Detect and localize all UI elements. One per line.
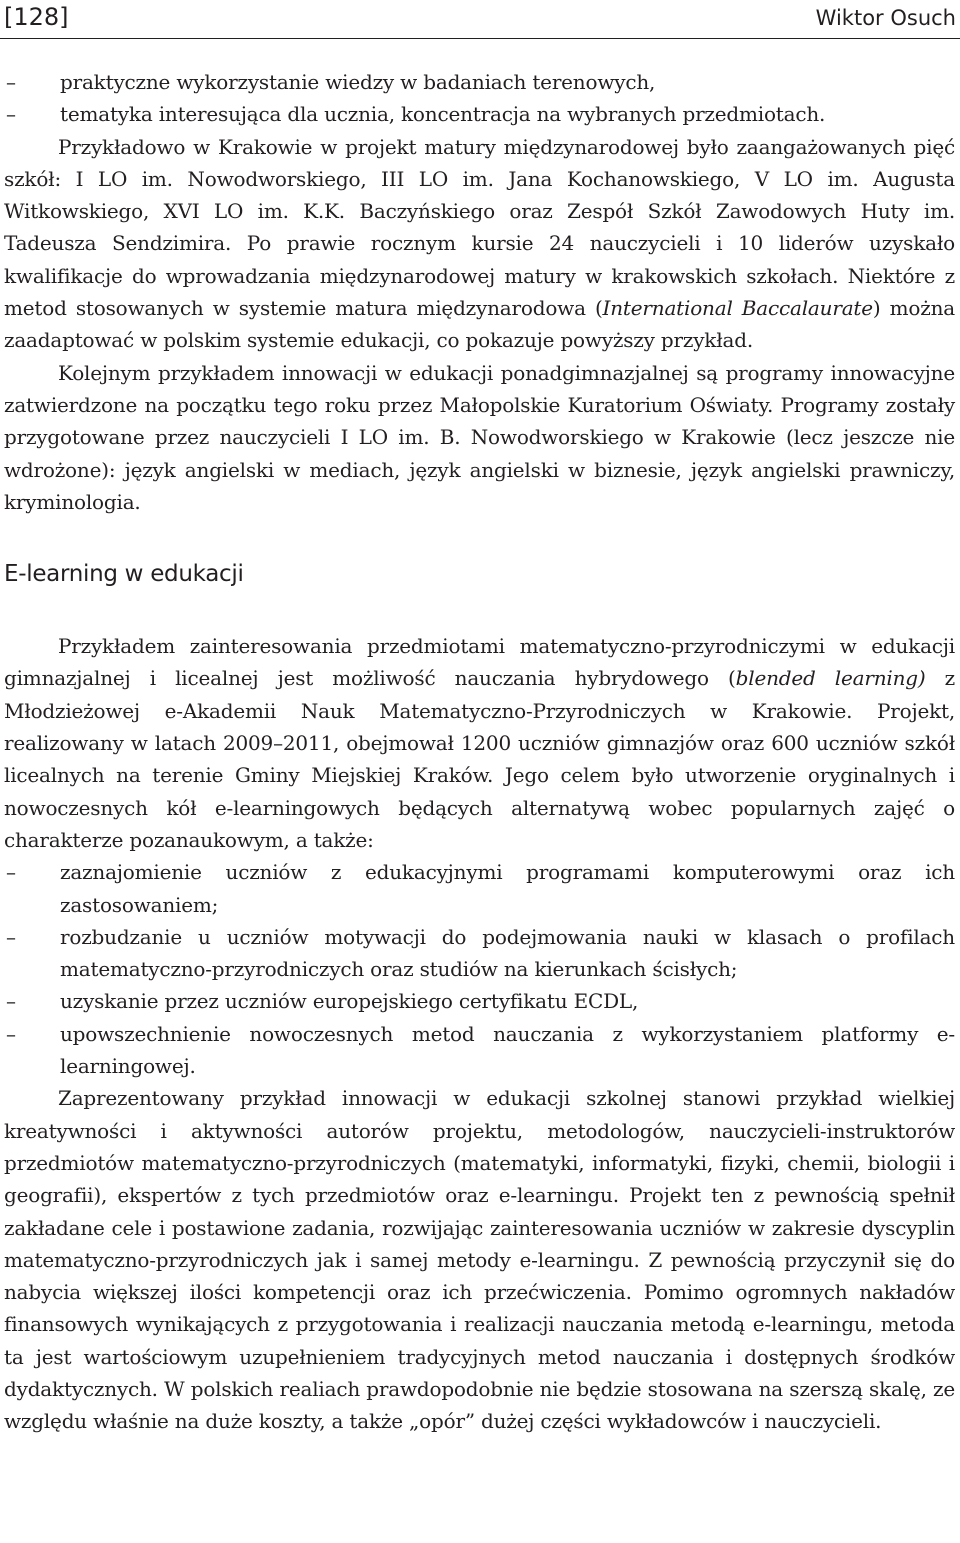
list-item xyxy=(4,66,955,98)
list-item xyxy=(4,98,955,130)
list-item-text: upowszechnienie nowoczesnych metod nauczania z wykorzystaniem platformy e-learningowej. xyxy=(60,1021,955,1079)
paragraph-conclusion: Zaprezentowany przykład innowacji w edukacji szkolnej stanowi przykład wielkiej kreatywności i aktywności autorów projektu, metodologów, nauczycieli-instruktorów przedmiotów matematyczno-przyrodniczych (matematyki, informatyki, fizyki, chemii, biologii i geografii), ekspertów z tych przedmiotów oraz e-learningu. Projekt ten z pewnością spełnił zakładane cele i postawione zadania, rozwijając zainteresowania uczniów w zakresie dyscyplin matematyczno-przyrodniczych jak i samej metody e-learningu. Z pewnością przyczynił się do nabycia większej ilości kompetencji oraz ich przećwiczenia. Pomimo ogromnych nakładów finansowych wynikających z przygotowania i realizacji nauczania metodą e-learningu, metoda ta jest wartościowym uzupełnieniem tradycyjnych metod nauczania i dostępnych środków dydaktycznych. W polskich realiach prawdopodobnie nie będzie stosowana na szerszą skalę, ze względu właśnie na duże koszty, a także „opór” dużej części wykładowców i nauczycieli. xyxy=(4,1086,955,1434)
running-head-author: Wiktor Osuch xyxy=(815,6,956,30)
list-dash: – xyxy=(6,989,16,1014)
paragraph-matura xyxy=(4,131,955,357)
italic-term: blended learning) xyxy=(735,666,926,691)
list-dash: – xyxy=(6,102,16,127)
section-heading: E-learning w edukacji xyxy=(4,561,244,588)
list-item xyxy=(4,856,955,921)
page-number: [128] xyxy=(4,3,69,31)
italic-term: International Baccalaurate xyxy=(602,296,873,321)
page-header xyxy=(0,0,960,39)
list-item xyxy=(4,1018,955,1083)
list-item-text: rozbudzanie u uczniów motywacji do podejmowania nauki w klasach o profilach matematyczno-przyrodniczych oraz studiów na kierunkach ścisłych; xyxy=(60,924,955,982)
list-item xyxy=(4,921,955,986)
list-dash: – xyxy=(6,1021,16,1046)
list-item-text: tematyka interesująca dla ucznia, koncentracja na wybranych przedmiotach. xyxy=(60,102,826,127)
paragraph-text: z Młodzieżowej e-Akademii Nauk Matematyczno-Przyrodniczych w Krakowie. Projekt, realizowany w latach 2009–2011, obejmował 1200 uczniów gimnazjów oraz 600 uczniów szkół licealnych na terenie Gminy Miejskiej Kraków. Jego celem było utworzenie oryginalnych i nowoczesnych kół e-learningowych będących alternatywą wobec popularnych zajęć o charakterze pozanaukowym, a także: xyxy=(4,666,956,852)
paragraph-elearning xyxy=(4,630,955,856)
list-item xyxy=(4,985,955,1017)
paragraph-text: Przykładowo w Krakowie w projekt matury międzynarodowej było zaangażowanych pięć szkół: I LO im. Nowodworskiego, III LO im. Jana Kochanowskiego, V LO im. Augusta Witkowskiego, XVI LO im. K.K. Baczyńskiego oraz Zespół Szkół Zawodowych Huty im. Tadeusza Sendzimira. Po prawie rocznym kursie 24 nauczycieli i 10 liderów uzyskało kwalifikacje do wprowadzania międzynarodowej matury w krakowskich szkołach. Niektóre z metod stosowanych w systemie matura międzynarodowa ( xyxy=(4,134,955,321)
list-dash: – xyxy=(6,924,16,949)
page-body xyxy=(4,66,955,1438)
paragraph-programs: Kolejnym przykładem innowacji w edukacji ponadgimnazjalnej są programy innowacyjne zatwierdzone na początku tego roku przez Małopolskie Kuratorium Oświaty. Programy zostały przygotowane przez nauczycieli I LO im. B. Nowodworskiego w Krakowie (lecz jeszcze nie wdrożone): język angielski w mediach, język angielski w biznesie, język angielski prawniczy, kryminologia. xyxy=(4,360,955,514)
list-item-text: praktyczne wykorzystanie wiedzy w badaniach terenowych, xyxy=(60,70,656,94)
paragraph-text: Przykładem zainteresowania przedmiotami matematyczno-przyrodniczymi w edukacji gimnazjalnej i licealnej jest możliwość nauczania hybrydowego ( xyxy=(4,634,955,691)
list-item-text: uzyskanie przez uczniów europejskiego certyfikatu ECDL, xyxy=(60,989,639,1014)
list-dash: – xyxy=(6,70,16,94)
paragraph-text: ) można zaadaptować w polskim systemie edukacji, co pokazuje powyższy przykład. xyxy=(4,296,956,353)
list-item-text: zaznajomienie uczniów z edukacyjnymi programami komputerowymi oraz ich zastosowaniem; xyxy=(60,860,955,917)
list-dash: – xyxy=(6,860,16,885)
